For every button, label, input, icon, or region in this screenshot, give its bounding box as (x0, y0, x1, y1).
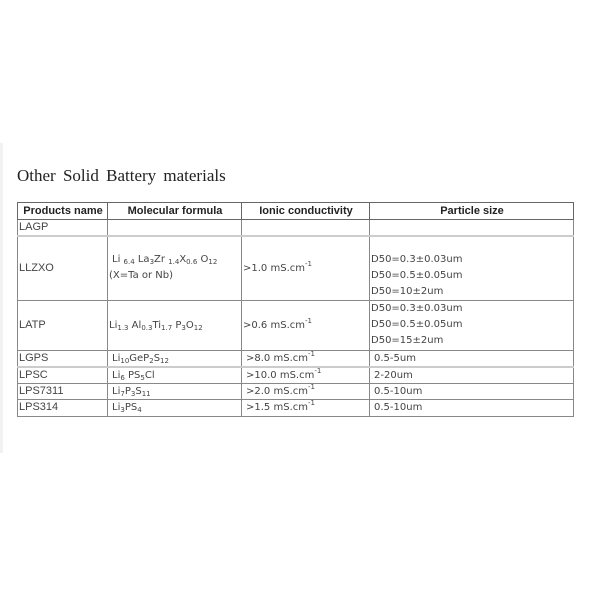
cell-formula (108, 220, 242, 237)
conductivity-unit: mS.cm (267, 262, 305, 274)
formula-text: X (179, 254, 187, 266)
formula-text: P (124, 385, 131, 397)
conductivity-value: >10.0 (246, 369, 277, 381)
cell-conductivity (242, 350, 370, 367)
formula-subscript: 2 (149, 356, 154, 365)
formula-subscript: 12 (193, 323, 203, 332)
cell-conductivity (242, 367, 370, 384)
formula-subscript: 7 (120, 389, 125, 398)
formula-subscript: 12 (160, 356, 169, 365)
formula-text: S (153, 352, 161, 364)
formula-subscript: 0.6 (186, 258, 198, 267)
formula-subscript: 3 (130, 389, 136, 398)
formula-subscript: 1.4 (168, 258, 180, 267)
conductivity-exponent: -1 (307, 399, 315, 407)
cell-particle-size (370, 236, 574, 300)
cell-conductivity (242, 399, 370, 416)
header-particle-size: Particle size (370, 203, 574, 220)
particle-size-line: D50=0.5±0.05um (371, 269, 463, 281)
formula-note: (X=Ta or Nb) (109, 270, 174, 282)
particle-size-line: D50=0.5±0.05um (371, 319, 463, 330)
table-row (18, 350, 574, 367)
conductivity-value: >1.0 (243, 262, 268, 274)
formula-text: Li (112, 352, 121, 364)
cell-product-name: LGPS (18, 350, 108, 367)
formula-text: PS (124, 369, 141, 381)
formula-subscript: 0.3 (141, 323, 153, 332)
cell-particle-size: 0.5-5um (370, 350, 574, 367)
formula-text: Cl (144, 369, 155, 381)
cell-conductivity (242, 220, 370, 237)
formula-text: Zr (154, 254, 169, 266)
formula-subscript: 12 (208, 258, 218, 267)
formula-subscript: 5 (140, 373, 145, 382)
formula-subscript: 1.7 (161, 323, 173, 332)
formula-subscript: 6 (120, 373, 125, 382)
cell-particle-size (370, 220, 574, 237)
conductivity-unit: mS.cm (270, 402, 308, 413)
particle-size-line: D50=15±2um (371, 335, 444, 346)
formula-subscript: 1.3 (117, 323, 129, 332)
cell-formula (108, 399, 242, 416)
table-row (18, 383, 574, 399)
cell-particle-size (370, 300, 574, 350)
cell-formula (108, 236, 242, 300)
header-ionic-conductivity: Ionic conductivity (242, 203, 370, 220)
formula-text: O (185, 319, 194, 331)
cell-formula (108, 300, 242, 350)
particle-size-line: D50=0.3±0.03um (371, 253, 463, 265)
left-edge-strip (0, 143, 3, 453)
conductivity-value: >8.0 (246, 352, 271, 364)
page-title: Other Solid Battery materials (17, 166, 226, 185)
header-molecular-formula: Molecular formula (108, 203, 242, 220)
conductivity-unit: mS.cm (276, 369, 315, 381)
conductivity-unit: mS.cm (270, 385, 308, 397)
conductivity-exponent: -1 (307, 383, 315, 391)
table-row (18, 367, 574, 384)
formula-subscript: 11 (141, 389, 151, 398)
formula-subscript: 10 (120, 356, 130, 365)
formula-subscript: 3 (149, 258, 155, 267)
header-products-name: Products name (18, 203, 108, 220)
formula-text: Li (109, 319, 118, 331)
cell-product-name: LLZXO (18, 236, 108, 300)
cell-formula (108, 350, 242, 367)
formula-subscript: 6.4 (123, 258, 135, 267)
conductivity-value: >1.5 (246, 402, 271, 413)
formula-text: Ti (152, 319, 162, 331)
table-header-row (18, 203, 574, 220)
formula-text: O (197, 254, 209, 266)
conductivity-exponent: -1 (307, 350, 315, 358)
conductivity-exponent: -1 (314, 366, 322, 375)
formula-text: Al (128, 319, 142, 331)
formula-text: PS (124, 402, 138, 413)
cell-product-name: LAGP (18, 220, 108, 237)
formula-text: Li (112, 385, 121, 397)
cell-particle-size: 2-20um (370, 367, 574, 384)
cell-formula (108, 383, 242, 399)
formula-subscript: 3 (120, 406, 125, 414)
cell-formula (108, 367, 242, 384)
cell-product-name: LATP (18, 300, 108, 350)
cell-particle-size: 0.5-10um (370, 383, 574, 399)
formula-subscript: 3 (181, 323, 186, 332)
cell-conductivity (242, 300, 370, 350)
formula-text: Li (112, 369, 121, 381)
cell-conductivity (242, 236, 370, 300)
conductivity-value: >2.0 (246, 385, 271, 397)
table-row (18, 300, 574, 350)
formula-text: GeP (129, 352, 150, 364)
conductivity-value: >0.6 (243, 319, 268, 331)
formula-text: Li (112, 402, 121, 413)
formula-text: Li (112, 254, 124, 266)
formula-text: P (172, 319, 182, 331)
cell-product-name: LPS314 (18, 399, 108, 416)
particle-size-line: D50=10±2um (371, 285, 444, 297)
cell-product-name: LPS7311 (18, 383, 108, 399)
conductivity-unit: mS.cm (270, 352, 308, 364)
conductivity-unit: mS.cm (267, 319, 305, 331)
table-row (18, 236, 574, 300)
cell-conductivity (242, 383, 370, 399)
conductivity-exponent: -1 (304, 316, 312, 325)
particle-size-line: D50=0.3±0.03um (371, 303, 463, 314)
cell-product-name: LPSC (18, 367, 108, 384)
materials-table (17, 202, 574, 417)
cell-particle-size: 0.5-10um (370, 399, 574, 416)
conductivity-exponent: -1 (304, 259, 312, 268)
formula-text: La (134, 254, 150, 266)
table-row (18, 399, 574, 416)
table-row (18, 220, 574, 237)
formula-text: S (135, 385, 142, 397)
formula-subscript: 4 (137, 406, 142, 414)
